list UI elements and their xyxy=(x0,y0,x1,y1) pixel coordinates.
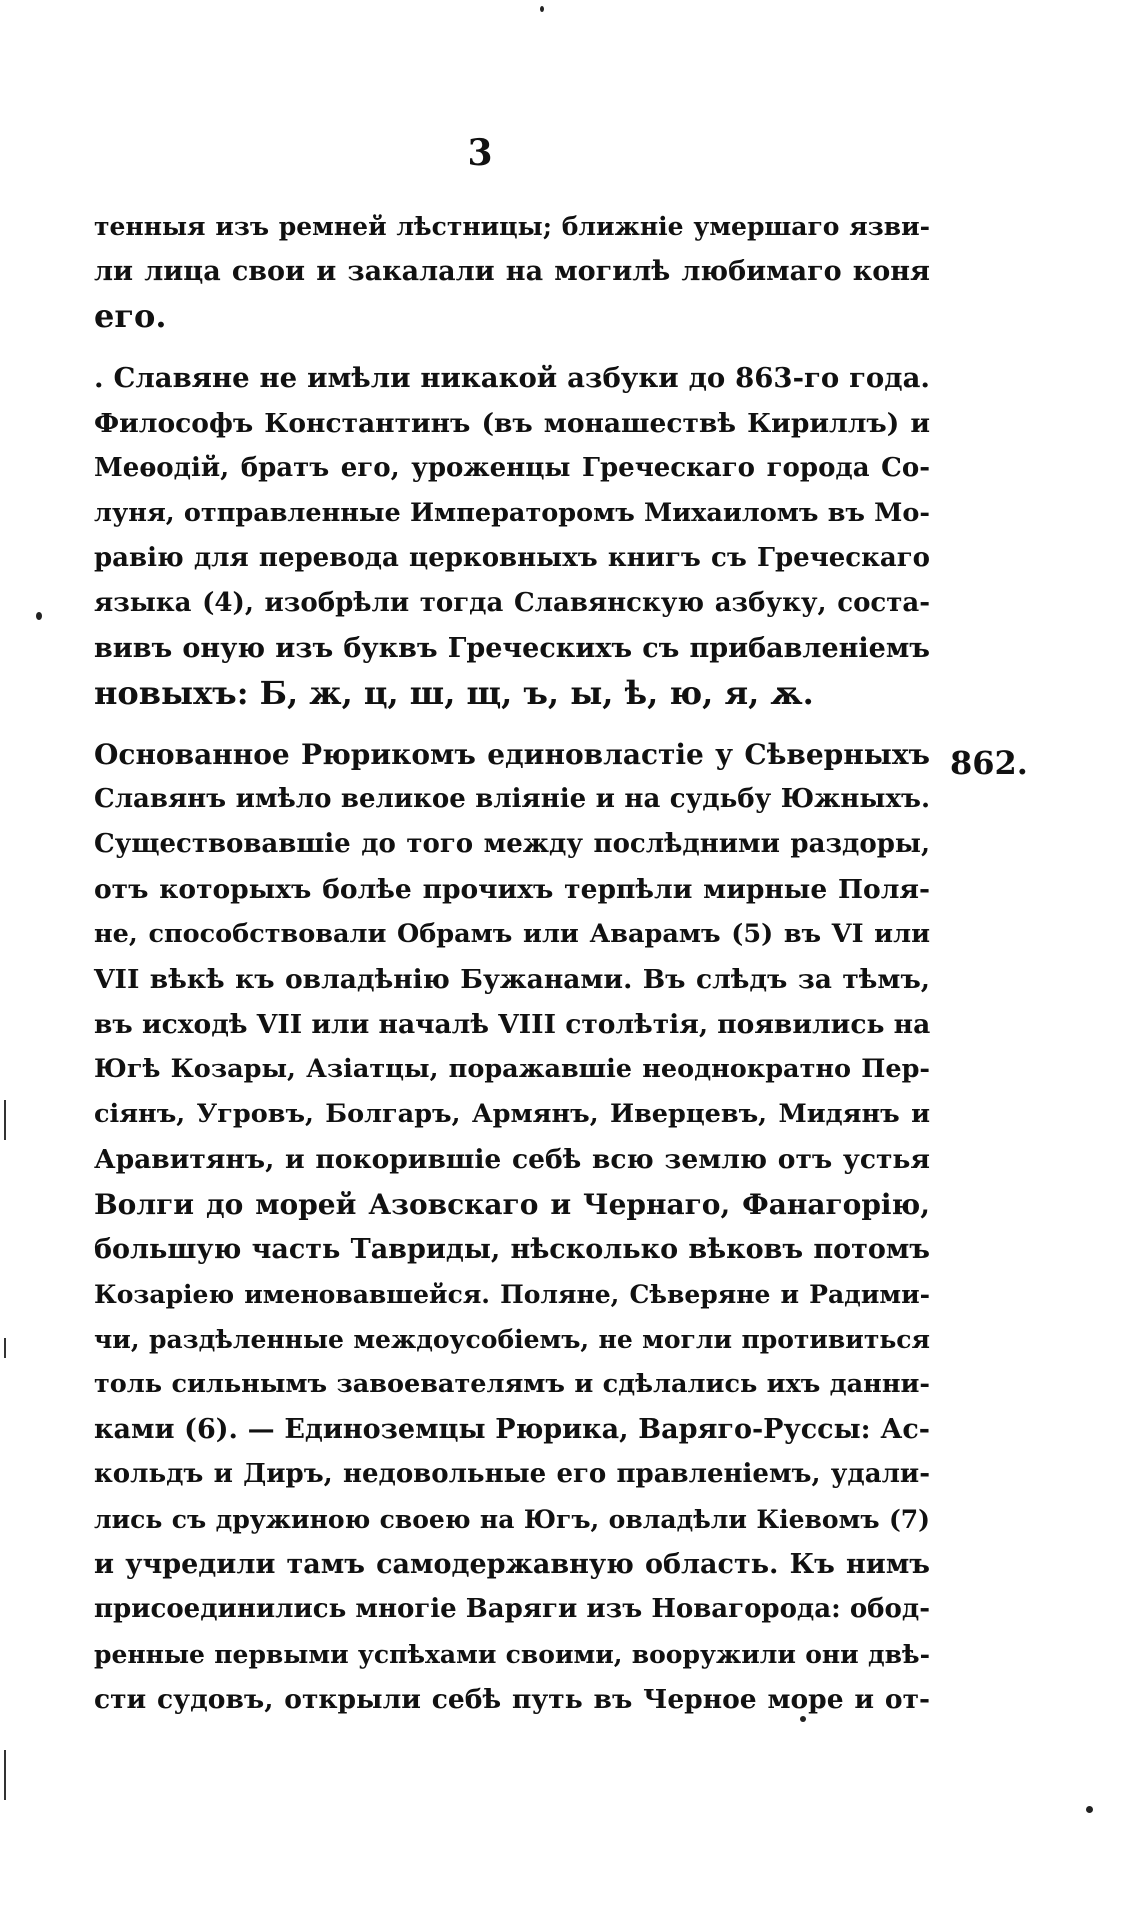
text-line: ками (6). — Единоземцы Рюрика, Варяго-Руссы: Ас- xyxy=(94,1414,930,1445)
text-line: толь сильнымъ завоевателямъ и сдѣлались ихъ данни- xyxy=(94,1369,930,1399)
text-line: Югѣ Козары, Азіатцы, поражавшіе неоднократно Пер- xyxy=(94,1054,930,1084)
text-line: присоединились многіе Варяги изъ Новагорода: обод- xyxy=(94,1594,930,1624)
text-line: VII вѣкѣ къ овладѣнію Бужанами. Въ слѣдъ за тѣмъ, xyxy=(94,964,930,995)
text-line: чи, раздѣленные междоусобіемъ, не могли противиться xyxy=(94,1325,930,1354)
page-number: 3 xyxy=(467,132,493,174)
scan-edge-mark xyxy=(4,1750,6,1800)
text-line: Славянъ имѣло великое вліяніе и на судьбу Южныхъ. xyxy=(94,784,930,814)
text-line: Аравитянъ, и покорившіе себѣ всю землю отъ устья xyxy=(94,1144,930,1175)
scan-speck xyxy=(800,1716,806,1722)
text-line: Козаріею именовавшейся. Поляне, Сѣверяне и Радими- xyxy=(94,1280,930,1309)
text-line: не, способствовали Обрамъ или Аварамъ (5) въ VI или xyxy=(94,919,930,949)
scan-speck xyxy=(1086,1806,1093,1813)
text-line: тенныя изъ ремней лѣстницы; ближніе умершаго язви- xyxy=(94,212,930,241)
text-line: лись съ дружиною своею на Югъ, овладѣли Кіевомъ (7) xyxy=(94,1505,930,1534)
text-line: отъ которыхъ болѣе прочихъ терпѣли мирные Поля- xyxy=(94,874,930,905)
text-line: Волги до морей Азовскаго и Чернаго, Фанагорію, xyxy=(94,1188,930,1221)
text-line: сіянъ, Угровъ, Болгаръ, Армянъ, Иверцевъ, Мидянъ и xyxy=(94,1099,930,1129)
text-line: кольдъ и Диръ, недовольные его правленіемъ, удали- xyxy=(94,1459,930,1489)
paragraph-3 xyxy=(94,732,930,1722)
text-line: ренные первыми успѣхами своими, вооружили они двѣ- xyxy=(94,1640,930,1669)
scan-edge-mark xyxy=(4,1338,6,1358)
scan-edge-mark xyxy=(4,1100,6,1140)
text-line: Меѳодій, братъ его, уроженцы Греческаго города Со- xyxy=(94,453,930,483)
scan-speck xyxy=(540,6,544,12)
paragraph-2 xyxy=(94,356,930,716)
text-line: сти судовъ, открыли себѣ путь въ Черное море и от- xyxy=(94,1684,930,1715)
text-line: вивъ оную изъ буквъ Греческихъ съ прибавленіемъ xyxy=(94,633,930,664)
text-line: его. xyxy=(94,297,167,335)
text-line: Существовавшіе до того между послѣдними раздоры, xyxy=(94,829,930,859)
text-line: . Славяне не имѣли никакой азбуки до 863-го года. xyxy=(94,362,930,394)
text-line: Философъ Константинъ (въ монашествѣ Кириллъ) и xyxy=(94,408,930,439)
margin-year-note: 862. xyxy=(950,744,1028,782)
scan-speck xyxy=(36,612,42,620)
text-line: новыхъ: Б, ж, ц, ш, щ, ъ, ы, ѣ, ю, я, ѫ. xyxy=(94,674,814,712)
text-line: большую часть Тавриды, нѣсколько вѣковъ потомъ xyxy=(94,1234,930,1265)
text-line: языка (4), изобрѣли тогда Славянскую азбуку, соста- xyxy=(94,588,930,618)
text-line: ли лица свои и закалали на могилѣ любимаго коня xyxy=(94,256,930,287)
text-line: равію для перевода церковныхъ книгъ съ Греческаго xyxy=(94,543,930,573)
text-line: луня, отправленные Императоромъ Михаиломъ въ Мо- xyxy=(94,498,930,528)
text-line: въ исходѣ VII или началѣ VIII столѣтія, появились на xyxy=(94,1009,931,1040)
paragraph-1 xyxy=(94,204,930,339)
text-line: Основанное Рюрикомъ единовластіе у Сѣверныхъ xyxy=(94,738,930,771)
text-line: и учредили тамъ самодержавную область. Къ нимъ xyxy=(94,1549,930,1580)
